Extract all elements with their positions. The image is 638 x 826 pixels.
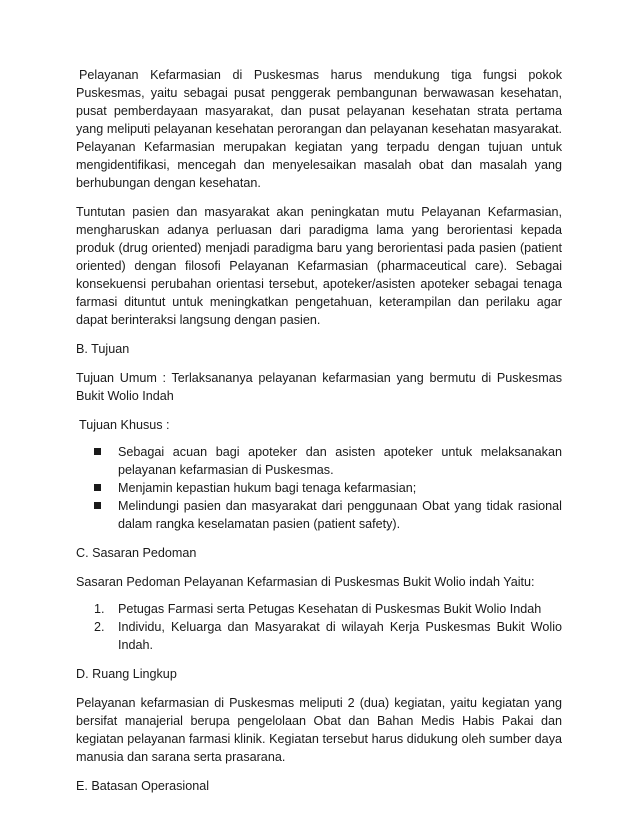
square-bullet-icon	[94, 448, 101, 455]
specific-goal-label: Tujuan Khusus :	[79, 418, 170, 432]
list-item-text: Melindungi pasien dan masyarakat dari penggunaan Obat yang tidak rasional dalam rangka keselamatan pasien (patient safety).	[118, 499, 562, 531]
section-c-heading: C. Sasaran Pedoman	[76, 546, 197, 560]
section-d-heading: D. Ruang Lingkup	[76, 667, 177, 681]
demand-paragraph: Tuntutan pasien dan masyarakat akan peningkatan mutu Pelayanan Kefarmasian, mengharuskan adanya perluasan dari paradigma lama yang berorientasi kepada produk (drug oriented) menjadi paradigma baru yang berorientasi pada pasien (patient oriented) dengan filosofi Pelayanan Kefarmasian (pharmaceutical care). Sebagai konsekuensi perubahan orientasi tersebut, apoteker/asisten apoteker sebagai tenaga farmasi dituntut untuk meningkatkan pengetahuan, keterampilan dan perilaku agar dapat berinteraksi langsung dengan pasien.	[76, 205, 562, 327]
target-list	[76, 600, 562, 654]
list-item-text: Petugas Farmasi serta Petugas Kesehatan di Puskesmas Bukit Wolio Indah	[118, 602, 542, 616]
list-item-text: Sebagai acuan bagi apoteker dan asisten apoteker untuk melaksanakan pelayanan kefarmasian di Puskesmas.	[118, 445, 562, 477]
list-item-number: 2.	[94, 620, 105, 634]
list-item-text: Individu, Keluarga dan Masyarakat di wilayah Kerja Puskesmas Bukit Wolio Indah.	[118, 620, 562, 652]
list-item	[94, 443, 562, 479]
list-item	[94, 618, 562, 654]
list-item	[94, 600, 562, 618]
list-item-text: Menjamin kepastian hukum bagi tenaga kefarmasian;	[118, 481, 417, 495]
square-bullet-icon	[94, 484, 101, 491]
square-bullet-icon	[94, 502, 101, 509]
list-item	[94, 497, 562, 533]
specific-goals-list	[76, 443, 562, 533]
list-item	[94, 479, 562, 497]
list-item-number: 1.	[94, 602, 105, 616]
section-b-heading: B. Tujuan	[76, 342, 130, 356]
document-page	[76, 66, 562, 795]
general-goal-paragraph: Tujuan Umum : Terlaksananya pelayanan kefarmasian yang bermutu di Puskesmas Bukit Wolio Indah	[76, 371, 562, 403]
section-c-intro: Sasaran Pedoman Pelayanan Kefarmasian di Puskesmas Bukit Wolio indah Yaitu:	[76, 575, 535, 589]
scope-paragraph: Pelayanan kefarmasian di Puskesmas meliputi 2 (dua) kegiatan, yaitu kegiatan yang bersifat manajerial berupa pengelolaan Obat dan Bahan Medis Habis Pakai dan kegiatan pelayanan farmasi klinik. Kegiatan tersebut harus didukung oleh sumber daya manusia dan sarana serta prasarana.	[76, 696, 562, 764]
section-e-heading: E. Batasan Operasional	[76, 779, 210, 793]
intro-paragraph: Pelayanan Kefarmasian di Puskesmas harus mendukung tiga fungsi pokok Puskesmas, yaitu sebagai pusat penggerak pembangunan berwawasan kesehatan, pusat pemberdayaan masyarakat, dan pusat pelayanan kesehatan strata pertama yang meliputi pelayanan kesehatan perorangan dan pelayanan kesehatan masyarakat. Pelayanan Kefarmasian merupakan kegiatan yang terpadu dengan tujuan untuk mengidentifikasi, mencegah dan menyelesaikan masalah obat dan masalah yang berhubungan dengan kesehatan.	[76, 68, 562, 190]
